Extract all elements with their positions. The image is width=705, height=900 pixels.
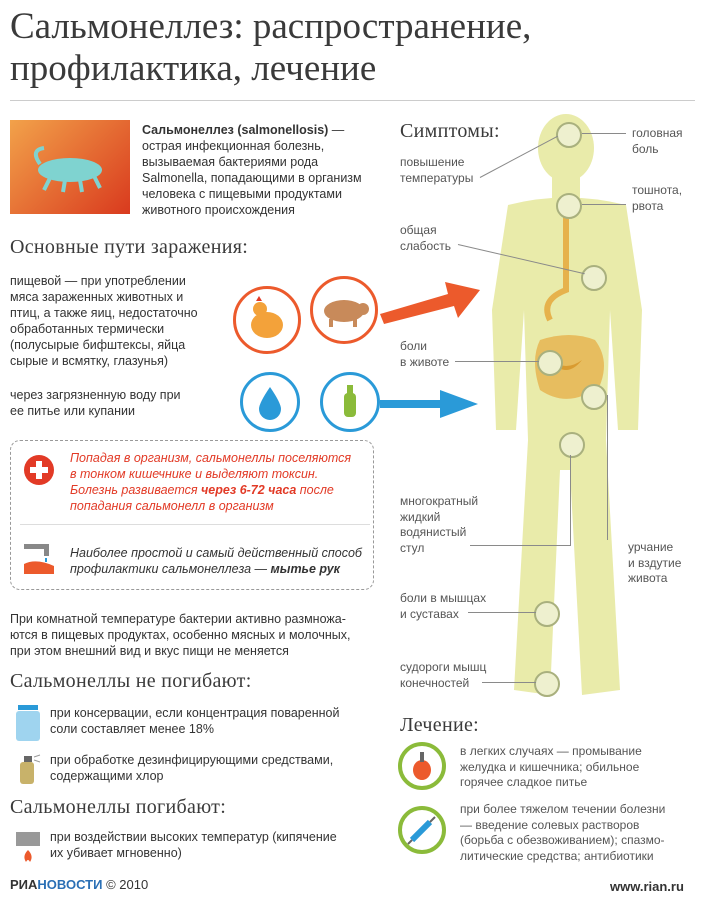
title-line-2: профилактика, лечение <box>10 48 377 89</box>
die-line: при воздействии высоких температур (кипячение <box>50 830 337 844</box>
survive-item-chlorine <box>50 752 370 784</box>
intro-line: животного происхождения <box>142 203 295 217</box>
water-drop-icon <box>240 372 300 432</box>
room-temp-text <box>10 611 380 659</box>
alert-line: в тонком кишечнике и выделяют токсин. <box>70 467 319 481</box>
intro-line: человека с пищевыми продуктами <box>142 187 342 201</box>
alert-line: попадания сальмонелл в организм <box>70 499 274 513</box>
intro-line: Salmonella, попадающими в организм <box>142 171 362 185</box>
survive-line: соли составляет менее 18% <box>50 722 214 736</box>
symptom-weakness <box>400 223 451 254</box>
route-food-text <box>10 273 230 369</box>
survive-item-canning <box>50 705 370 737</box>
symptom-marker-head <box>556 122 582 148</box>
brand-logo-novosti: НОВОСТИ <box>37 877 103 892</box>
symptom-marker-throat <box>556 193 582 219</box>
leader-line <box>582 133 626 134</box>
treatment-item-mild <box>460 744 700 791</box>
symptom-nausea <box>632 183 682 214</box>
symptom-rumbling <box>628 540 681 587</box>
symptom-label: в животе <box>400 354 450 369</box>
room-temp-line: При комнатной температуре бактерии активно размножа- <box>10 612 346 626</box>
symptom-label: боль <box>632 141 659 156</box>
hand-washing-label: мытье рук <box>270 562 340 576</box>
bacteria-image <box>10 120 130 214</box>
alert-line: Попадая в организм, сальмонеллы поселяются <box>70 451 352 465</box>
footer-brand <box>10 877 148 892</box>
survive-heading: Сальмонеллы не погибают: <box>10 670 252 692</box>
symptom-label: стул <box>400 540 425 555</box>
symptom-label: боли <box>400 339 427 353</box>
symptom-label: тошнота, <box>632 183 683 197</box>
bacteria-icon <box>10 120 130 214</box>
symptom-cramps <box>400 660 486 691</box>
treatment-line: в легких случаях — промывание <box>460 744 642 758</box>
symptom-marker-chest <box>581 265 607 291</box>
symptom-marker-knee <box>534 601 560 627</box>
route-food-line: мяса зараженных животных и <box>10 290 184 304</box>
route-water-line: ее питье или купании <box>10 404 135 418</box>
symptom-label: судороги мышц <box>400 660 487 674</box>
bottle-icon <box>320 372 380 432</box>
title-line-1: Сальмонеллез: распространение, <box>10 6 532 47</box>
treatment-line: литические средства; антибиотики <box>460 848 654 863</box>
pig-icon <box>310 276 378 344</box>
room-temp-line: при этом внешний вид и вкус пищи не меняется <box>10 644 289 658</box>
symptom-label: водянистый <box>400 525 467 539</box>
leader-line <box>470 545 571 546</box>
intro-line: острая инфекционная болезнь, <box>142 139 325 153</box>
leader-line <box>570 455 571 545</box>
symptom-abdominal-pain <box>400 339 449 370</box>
brand-logo-ria: РИА <box>10 877 38 892</box>
hand-washing-icon <box>20 540 60 578</box>
survive-line: при обработке дезинфицирующими средствами, <box>50 753 334 767</box>
route-water-line: через загрязненную воду при <box>10 388 181 402</box>
intro-term: Сальмонеллез (salmonellosis) <box>142 123 329 137</box>
route-food-line: (полусырые бифштексы, яйца <box>10 338 186 352</box>
route-food-line: птиц, а также яиц, недостаточно <box>10 306 198 320</box>
pot-fire-icon <box>14 828 42 864</box>
survive-line: содержащими хлор <box>50 769 164 783</box>
treatment-line: — введение солевых растворов <box>460 817 640 832</box>
symptom-label: общая <box>400 223 437 237</box>
incubation-period: через 6-72 часа <box>201 483 297 497</box>
treatment-line: (борьба с обезвоживанием); спазмо- <box>460 833 665 847</box>
symptoms-heading: Симптомы: <box>400 120 500 142</box>
die-line: их убивает мгновенно) <box>50 846 182 860</box>
survive-line: при консервации, если концентрация поваренной <box>50 706 340 720</box>
water-arrow <box>380 390 478 418</box>
info-box-divider <box>20 524 370 525</box>
symptom-fever <box>400 155 473 186</box>
jar-icon <box>14 703 42 743</box>
route-food-line: обработанных термически <box>10 322 165 336</box>
symptom-label: и суставах <box>400 606 459 621</box>
alert-text <box>70 450 370 514</box>
chicken-icon <box>233 286 301 354</box>
treatment-item-severe <box>460 802 700 864</box>
symptom-label: боли в мышцах <box>400 591 487 605</box>
symptom-label: многократный <box>400 494 479 508</box>
symptom-label: слабость <box>400 238 451 253</box>
alert-line-3a: Болезнь развивается <box>70 483 202 497</box>
symptom-label: и вздутие <box>628 555 682 570</box>
symptom-label: температуры <box>400 170 474 185</box>
prevention-line: Наиболее простой и самый действенный способ <box>70 546 362 560</box>
treatment-line: желудка и кишечника; обильное <box>460 759 640 774</box>
symptom-label: рвота <box>632 198 664 213</box>
die-item-heat <box>50 829 370 861</box>
intro-line: вызываемая бактериями рода <box>142 155 319 169</box>
syringe-icon <box>398 806 446 854</box>
treatment-heading: Лечение: <box>400 714 479 736</box>
symptom-label: головная <box>632 126 683 140</box>
symptom-marker-ankle <box>534 671 560 697</box>
symptom-marker-gut <box>581 384 607 410</box>
symptom-label: жидкий <box>400 509 441 524</box>
treatment-line: при более тяжелом течении болезни <box>460 802 666 816</box>
disinfectant-spray-icon <box>14 752 42 786</box>
symptom-stool <box>400 494 478 556</box>
page-title <box>10 6 700 90</box>
symptom-headache <box>632 126 683 157</box>
prevention-text <box>70 545 370 577</box>
enema-icon <box>398 742 446 790</box>
site-link[interactable]: www.rian.ru <box>610 879 684 894</box>
prevention-line-2a: профилактики сальмонеллеза — <box>70 562 271 576</box>
food-arrow <box>380 282 480 324</box>
symptom-label: урчание <box>628 540 674 554</box>
title-divider <box>10 100 695 101</box>
symptom-marker-abdomen <box>537 350 563 376</box>
alert-line-3c: после <box>296 483 334 497</box>
routes-heading: Основные пути заражения: <box>10 236 249 258</box>
intro-dash: — <box>328 123 345 137</box>
route-food-line: пищевой — при употреблении <box>10 274 186 288</box>
symptom-muscle-pain <box>400 591 486 622</box>
die-heading: Сальмонеллы погибают: <box>10 796 227 818</box>
leader-line <box>582 204 626 205</box>
medical-cross-icon <box>24 455 54 485</box>
room-temp-line: ются в пищевых продуктах, особенно мясных и молочных, <box>10 628 351 642</box>
treatment-line: горячее сладкое питье <box>460 775 588 789</box>
leader-line <box>607 395 608 540</box>
leader-line <box>455 361 539 362</box>
symptom-label: живота <box>628 571 668 585</box>
symptom-label: конечностей <box>400 675 470 690</box>
symptom-marker-lower <box>559 432 585 458</box>
symptom-label: повышение <box>400 155 465 169</box>
intro-text <box>142 122 382 218</box>
route-water-text <box>10 387 230 419</box>
route-food-line: сырые и всмятку, глазунья) <box>10 354 169 368</box>
leader-line <box>482 682 536 683</box>
copyright: © 2010 <box>106 877 149 892</box>
